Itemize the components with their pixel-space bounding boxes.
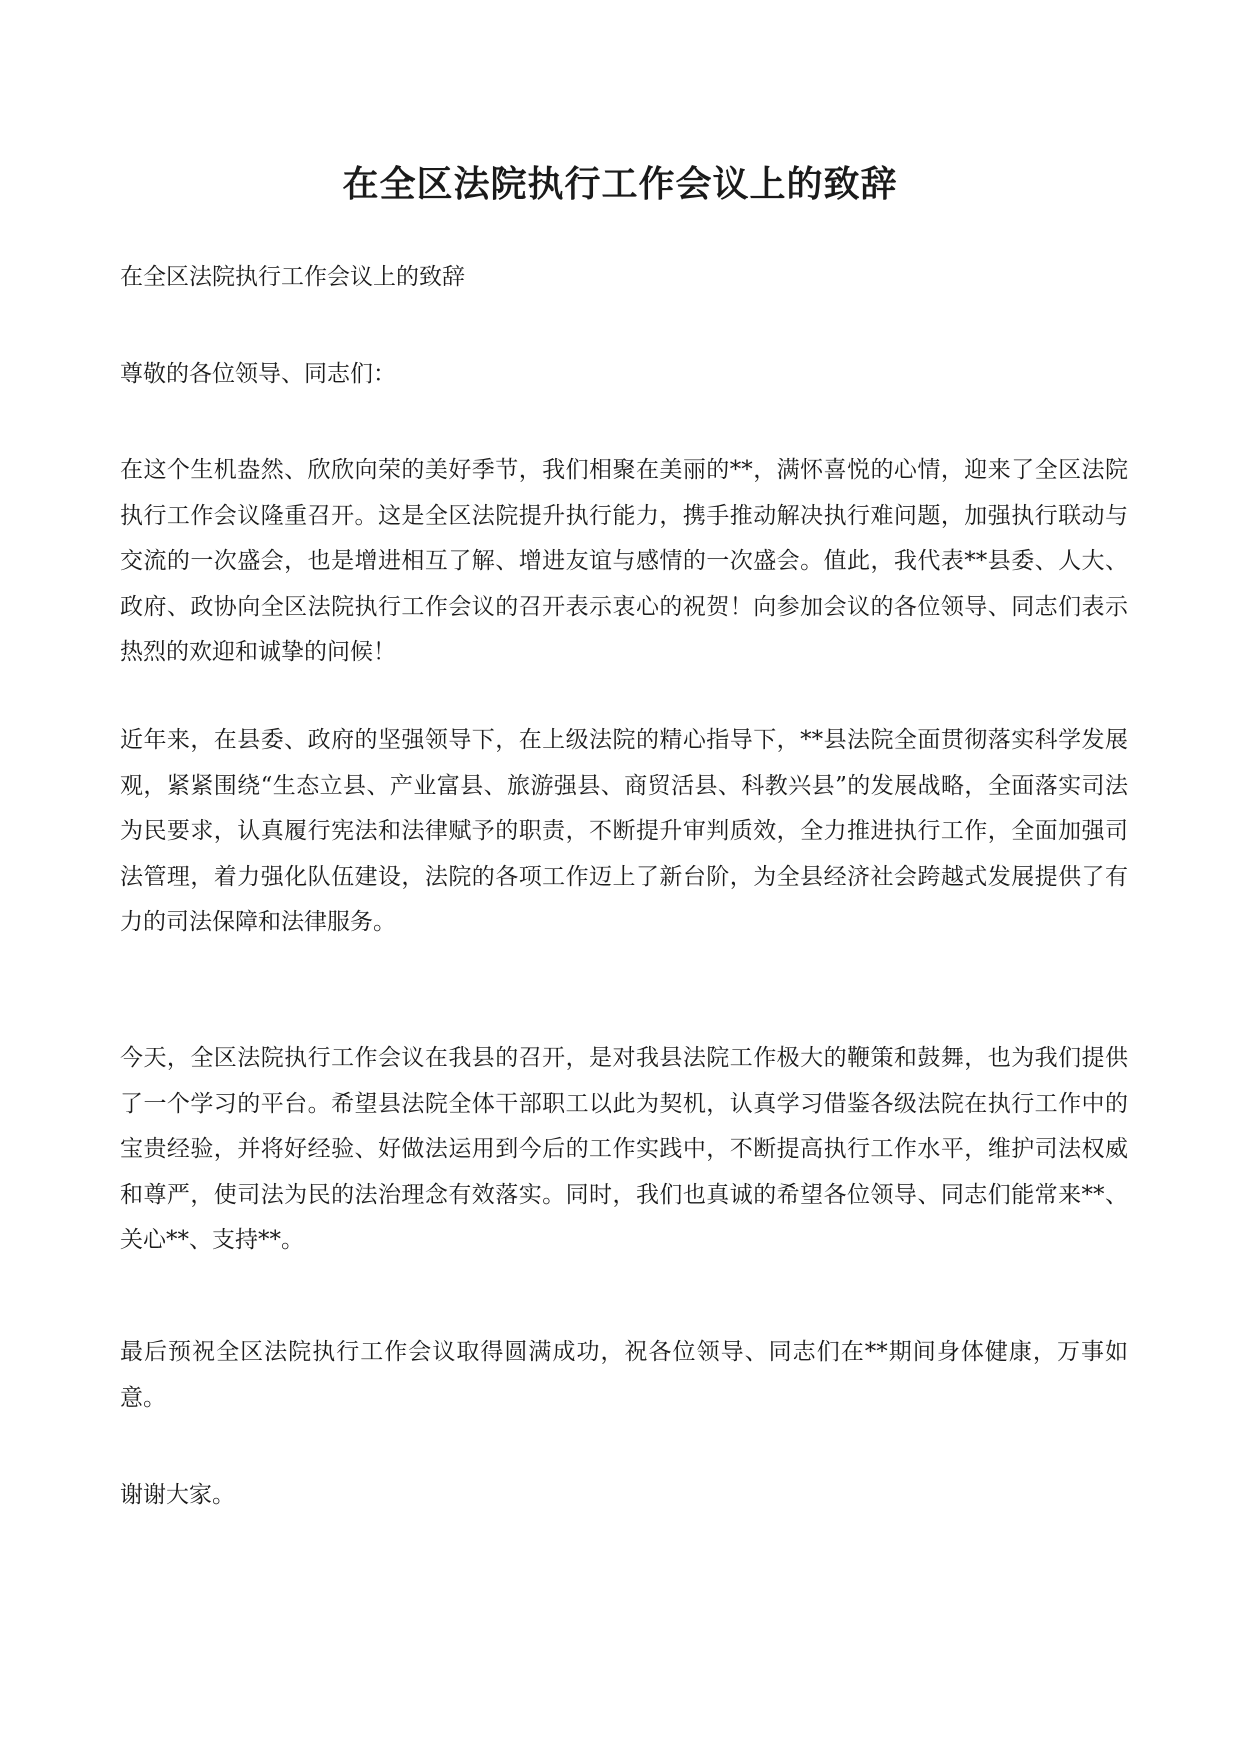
salutation: 尊敬的各位领导、同志们： (120, 361, 396, 387)
paragraph-closing: 谢谢大家。 (120, 1482, 235, 1508)
paragraph-achievements: 近年来，在县委、政府的坚强领导下，在上级法院的精心指导下，**县法院全面贯彻落实科学发展观，紧紧围绕“生态立县、产业富县、旅游强县、商贸活县、科教兴县”的发展战略，全面落实司法为民要求，认真履行宪法和法律赋予的职责，不断提升审判质效，全力推进执行工作，全面加强司法管理，着力强化队伍建设，法院的各项工作迈上了新台阶，为全县经济社会跨越式发展提供了有力的司法保障和法律服务。 (120, 727, 1128, 935)
paragraph-wishes: 最后预祝全区法院执行工作会议取得圆满成功，祝各位领导、同志们在**期间身体健康，万事如意。 (120, 1339, 1128, 1411)
paragraph-hopes: 今天，全区法院执行工作会议在我县的召开，是对我县法院工作极大的鞭策和鼓舞，也为我们提供了一个学习的平台。希望县法院全体干部职工以此为契机，认真学习借鉴各级法院在执行工作中的宝贵经验，并将好经验、好做法运用到今后的工作实践中，不断提高执行工作水平，维护司法权威和尊严，使司法为民的法治理念有效落实。同时，我们也真诚的希望各位领导、同志们能常来**、关心**、支持**。 (120, 1045, 1128, 1253)
paragraph-opening: 在这个生机盎然、欣欣向荣的美好季节，我们相聚在美丽的**，满怀喜悦的心情，迎来了全区法院执行工作会议隆重召开。这是全区法院提升执行能力，携手推动解决执行难问题，加强执行联动与交流的一次盛会，也是增进相互了解、增进友谊与感情的一次盛会。值此，我代表**县委、人大、政府、政协向全区法院执行工作会议的召开表示衷心的祝贺！向参加会议的各位领导、同志们表示热烈的欢迎和诚挚的问候！ (120, 457, 1128, 665)
document-subtitle: 在全区法院执行工作会议上的致辞 (120, 264, 465, 290)
document-title: 在全区法院执行工作会议上的致辞 (342, 163, 898, 205)
